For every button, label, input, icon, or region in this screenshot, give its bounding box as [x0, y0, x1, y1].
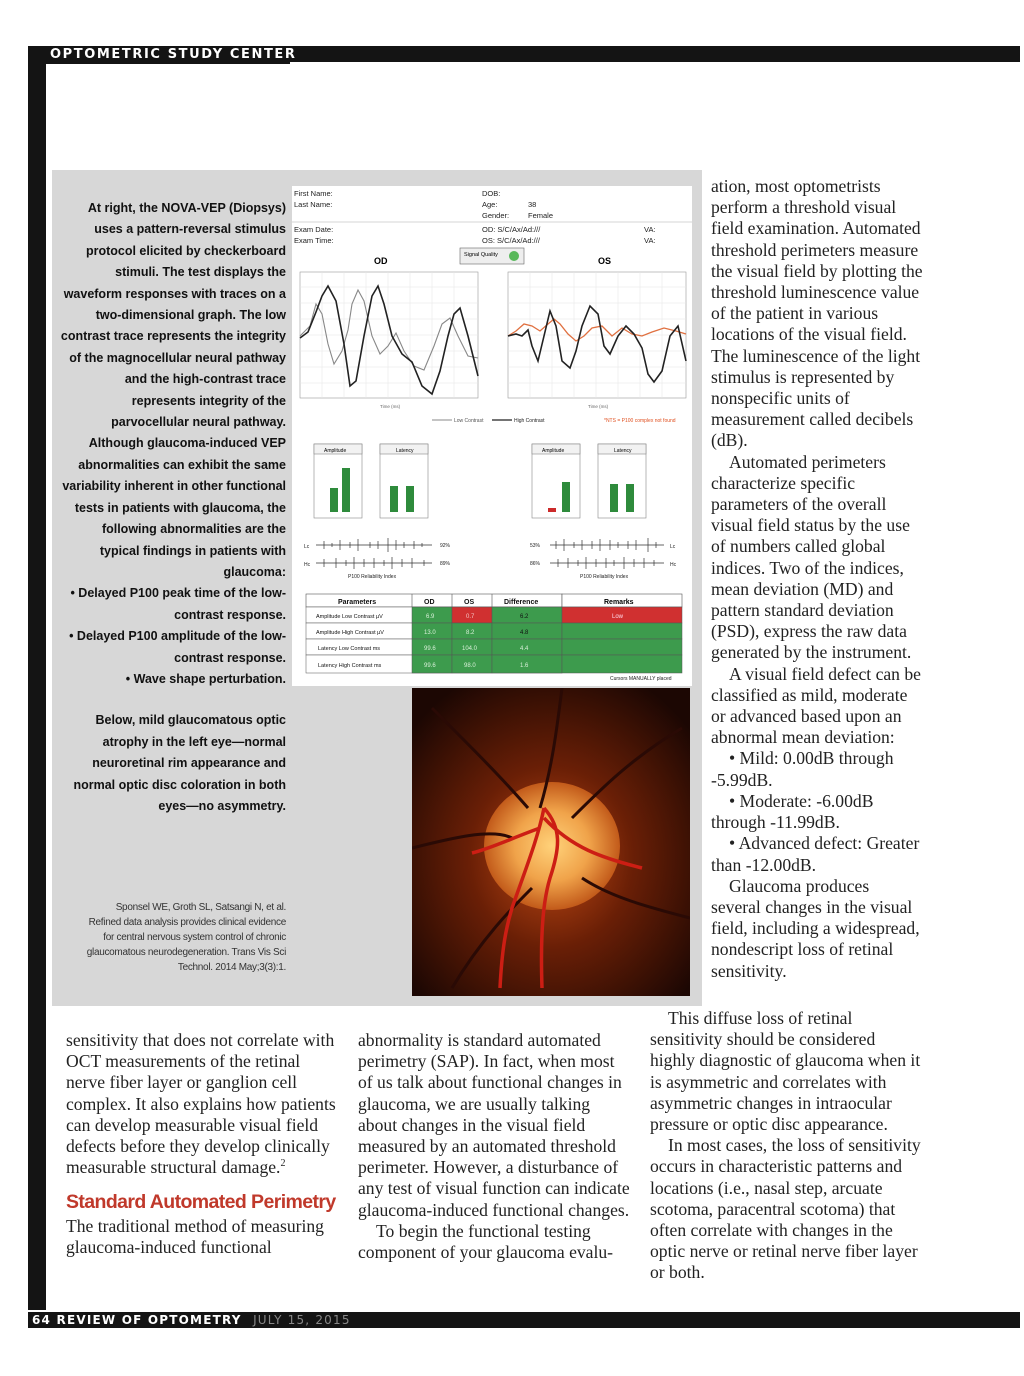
table-os-value: 0.7	[466, 614, 475, 620]
paragraph: A visual field defect can be classified as mild, moderate or advanced based upon an abnormal mean deviation:	[711, 663, 921, 748]
od-hc-reliability: 89%	[440, 561, 451, 567]
age-label: Age:	[482, 200, 498, 209]
nts-note: *NTS = P100 complex not found	[604, 418, 676, 424]
os-rx: OS: S/C/Ax/Ad:///	[482, 236, 540, 245]
os-waveform-plot	[508, 272, 686, 409]
paragraph: This diffuse loss of retinal sensitivity should be considered highly diagnostic of glaucoma when it is asymmetric and correlates with asymmetric changes in intraocular pressure or optic disc appearance.	[650, 1008, 921, 1135]
table-os-value: 8.2	[466, 630, 475, 636]
os-hc-label: Hc	[670, 562, 677, 568]
table-header-od: OD	[424, 599, 435, 606]
paragraph: abnormality is standard automated perimetry (SAP). In fact, when most of us talk about functional changes in glaucoma, we are usually talking about changes in the visual field measured by an automated threshold perimeter. However, a disturbance of any test of visual function can indicate glaucoma-induced functional changes.	[358, 1030, 630, 1220]
gender-value: Female	[528, 211, 554, 220]
va-od: VA:	[644, 225, 656, 234]
table-param: Latency Low Contrast ms	[318, 646, 381, 652]
paragraph: To begin the functional testing component of your glaucoma evalu-	[358, 1220, 614, 1263]
parameters-table	[306, 594, 562, 673]
page-number: 64	[32, 1313, 52, 1327]
os-lc-reliability: 53%	[530, 543, 541, 549]
magazine-name: REVIEW OF OPTOMETRY	[56, 1313, 242, 1327]
paragraph: The traditional method of measuring glaucoma-induced functional	[66, 1215, 324, 1257]
list-item: • Advanced defect: Greater than -12.00dB.	[711, 833, 920, 875]
table-od-value: 99.6	[424, 646, 436, 652]
od-latency-title: Latency	[396, 448, 414, 454]
paragraph: ation, most optometrists perform a threshold visual field examination. Automated threshold perimeters measure the visual field by plotting the threshold luminescence value of the patient in various locations of the visual field. The luminescence of the light stimulus is represented by nonspecific units of measurement called decibels (dB).	[711, 176, 923, 451]
issue-date: JULY 15, 2015	[253, 1313, 351, 1327]
caption-fundus: Below, mild glaucomatous optic atrophy in the left eye—normal neuroretinal rim appearance and normal optic disc coloration in both eyes—no asymmetry.	[73, 713, 286, 813]
od-waveform-plot	[300, 272, 478, 409]
od-hc-label: Hc	[304, 562, 311, 568]
table-od-value: 13.0	[424, 630, 436, 636]
table-difference-value: 1.6	[520, 663, 529, 669]
figure-caption	[60, 198, 286, 817]
remarks-table	[562, 594, 682, 682]
footer	[32, 1313, 351, 1327]
left-rule	[28, 64, 46, 1310]
table-od-value: 99.6	[424, 663, 436, 669]
table-param: Amplitude Low Contrast µV	[316, 614, 383, 620]
os-latency-title: Latency	[614, 448, 632, 454]
vep-report	[292, 186, 692, 686]
paragraph: Automated perimeters characterize specific parameters of the overall visual field status by the use of numbers called global indices. Two of the indices, mean deviation (MD) and pattern standard deviation (PSD), express the raw data generated by the instrument.	[711, 451, 912, 663]
os-lc-label: Lc	[670, 544, 676, 550]
age-value: 38	[528, 200, 537, 209]
table-header-difference: Difference	[504, 599, 539, 606]
gender-label: Gender:	[482, 211, 510, 220]
footnote-ref: 2	[280, 1158, 286, 1170]
remark-low: Low	[612, 614, 624, 620]
signal-quality-indicator	[509, 251, 519, 261]
table-od-value: 6.9	[426, 614, 435, 620]
cursors-note: Cursors MANUALLY placed	[610, 676, 672, 682]
table-difference-value: 4.4	[520, 646, 529, 652]
first-name-label: First Name:	[294, 189, 333, 198]
list-item: • Moderate: -6.00dB through -11.99dB.	[711, 790, 874, 833]
fundus-photo	[412, 688, 690, 996]
table-difference-value: 6.2	[520, 614, 529, 620]
table-difference-value: 4.8	[520, 630, 529, 636]
caption-bullet: • Delayed P100 peak time of the low-contrast response.	[70, 586, 286, 622]
table-header-remarks: Remarks	[604, 599, 634, 606]
list-item: • Mild: 0.00dB through -5.99dB.	[711, 748, 894, 790]
right-column	[711, 176, 923, 982]
column-1	[66, 1030, 336, 1258]
os-time-axis-label: Time (ms)	[588, 404, 609, 409]
caption-bullet: • Delayed P100 amplitude of the low-contrast response.	[69, 629, 286, 665]
od-reliability-index: P100 Reliability Index	[348, 574, 397, 580]
section-title: OPTOMETRIC STUDY CENTER	[50, 47, 297, 62]
od-amplitude-title: Amplitude	[324, 448, 347, 454]
table-header-os: OS	[464, 599, 475, 606]
column-2	[358, 1030, 630, 1263]
legend-high-contrast: High Contrast	[514, 418, 545, 424]
paragraph: Glaucoma produces several changes in the visual field, including a widespread, nondescript loss of retinal sensitivity.	[711, 875, 920, 981]
os-hc-reliability: 86%	[530, 561, 541, 567]
exam-time-label: Exam Time:	[294, 236, 334, 245]
column-3	[650, 1008, 922, 1284]
od-lc-label: Lc	[304, 544, 310, 550]
paragraph: In most cases, the loss of sensitivity occurs in characteristic patterns and locations (i.e., nasal step, arcuate scotoma, paracentral scotoma) that often correlate with changes in the optic nerve or retinal nerve fiber layer or both.	[650, 1135, 921, 1283]
caption-bullet: • Wave shape perturbation.	[125, 671, 286, 686]
table-param: Latency High Contrast ms	[318, 663, 382, 669]
table-header-parameters: Parameters	[338, 599, 377, 606]
os-title: OS	[598, 256, 612, 266]
legend-low-contrast: Low Contrast	[454, 418, 484, 424]
os-reliability-index: P100 Reliability Index	[580, 574, 629, 580]
section-heading: Standard Automated Perimetry	[66, 1191, 336, 1214]
caption-intro: At right, the NOVA-VEP (Diopsys) uses a pattern-reversal stimulus protocol elicited by checkerboard stimuli. The test displays the waveform responses with traces on a two-dimensional graph. The low contrast trace represents the integrity of the magnocellular neural pathway and the high-contrast trace represents integrity of the parvocellular neural pathway. Although glaucoma-induced VEP abnormalities can exhibit the same variability inherent in other functional tests in patients with glaucoma, the following abnormalities are the typical findings in patients with glaucoma:	[60, 201, 286, 579]
table-os-value: 104.0	[462, 646, 478, 652]
table-os-value: 98.0	[464, 663, 476, 669]
last-name-label: Last Name:	[294, 200, 333, 209]
od-time-axis-label: Time (ms)	[380, 404, 401, 409]
figure-citation: Sponsel WE, Groth SL, Satsangi N, et al. Refined data analysis provides clinical evidence for central nervous system control of chronic glaucomatous neurodegeneration. Trans Vis Sci Technol. 2014 May;3(3):1.	[86, 902, 286, 973]
os-amplitude-title: Amplitude	[542, 448, 565, 454]
paragraph-text: sensitivity that does not correlate with OCT measurements of the retinal nerve fiber layer or ganglion cell complex. It also explains how patients can develop measurable visual field defects before they develop clinically measurable structural damage.	[66, 1030, 336, 1178]
header-rule-gap	[290, 62, 1020, 66]
signal-quality-label: Signal Quality	[464, 252, 498, 258]
od-title: OD	[374, 256, 388, 266]
od-rx: OD: S/C/Ax/Ad:///	[482, 225, 541, 234]
exam-date-label: Exam Date:	[294, 225, 334, 234]
paragraph	[66, 1030, 336, 1178]
table-param: Amplitude High Contrast µV	[316, 630, 384, 636]
dob-label: DOB:	[482, 189, 501, 198]
od-lc-reliability: 92%	[440, 543, 451, 549]
va-os: VA:	[644, 236, 656, 245]
